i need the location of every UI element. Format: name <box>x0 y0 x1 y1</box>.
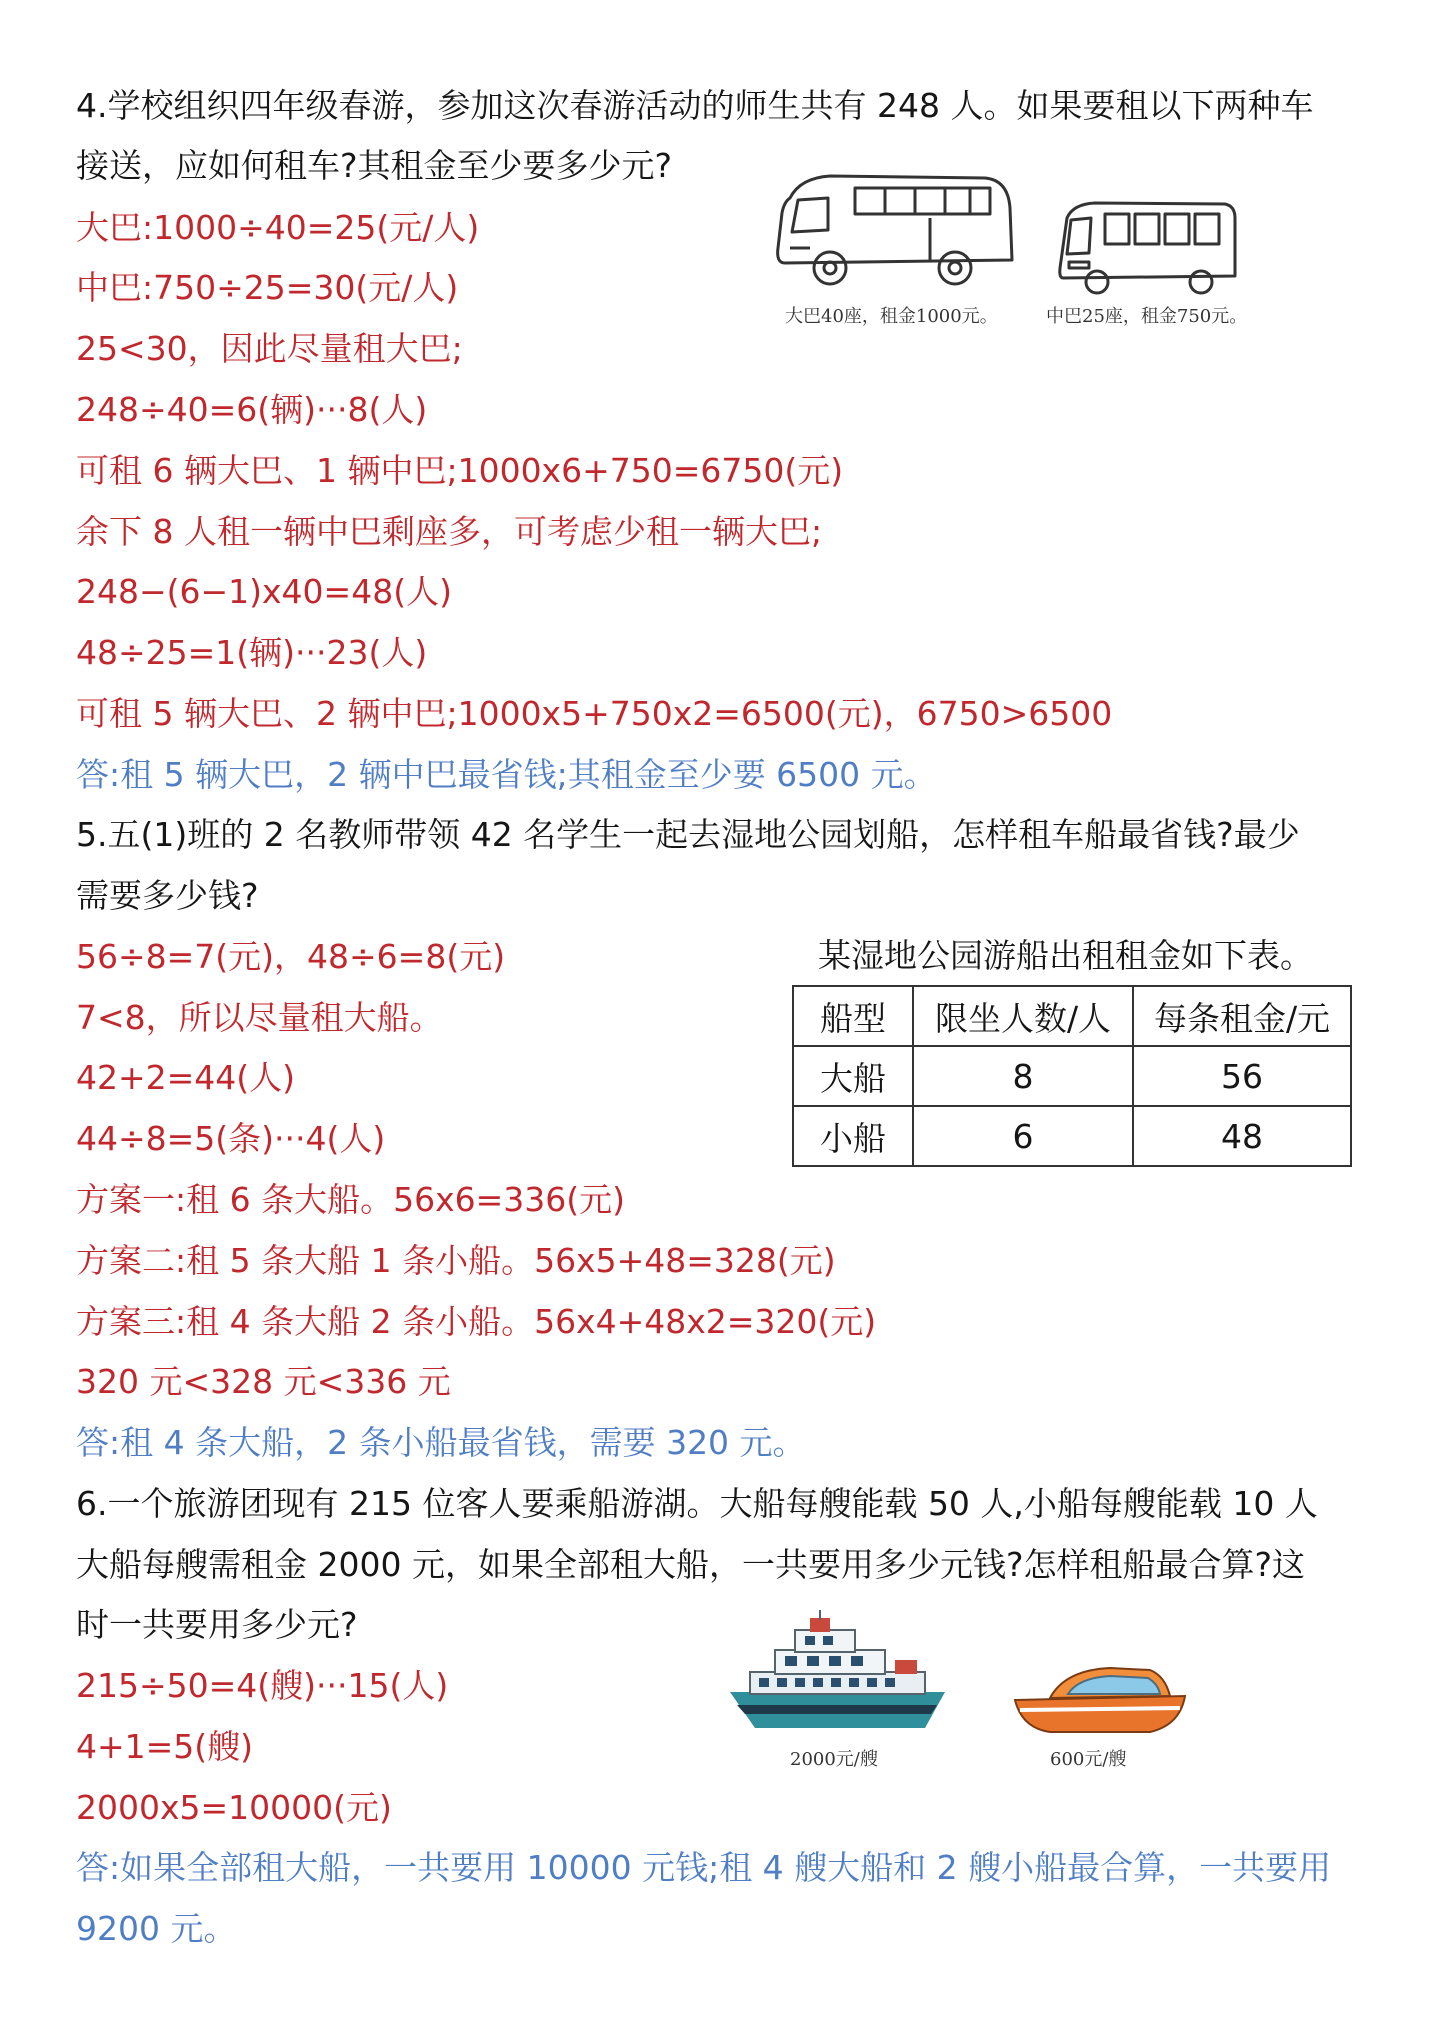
table-header-row <box>793 986 1351 1046</box>
table-cell: 大船 <box>793 1046 913 1106</box>
q5-solution-line: 56÷8=7(元)，48÷6=8(元) <box>76 937 506 976</box>
q5-solution-line: 方案二:租 5 条大船 1 条小船。56x5+48=328(元) <box>76 1241 836 1280</box>
small-boat-illustration <box>1010 1650 1190 1740</box>
large-bus-caption: 大巴40座，租金1000元。 <box>785 306 998 327</box>
q4-solution-line: 可租 5 辆大巴、2 辆中巴;1000x5+750x2=6500(元)，6750>6500 <box>76 694 1113 733</box>
q5-solution-line: 方案三:租 4 条大船 2 条小船。56x4+48x2=320(元) <box>76 1302 877 1341</box>
table-cell: 48 <box>1133 1106 1351 1166</box>
large-bus-illustration <box>770 168 1020 298</box>
q4-question-line-2: 接送，应如何租车?其租金至少要多少元? <box>76 146 673 185</box>
q5-question-line-2: 需要多少钱? <box>76 876 259 915</box>
q5-solution-line: 42+2=44(人) <box>76 1058 296 1097</box>
boat-rent-table <box>792 985 1352 1167</box>
q5-solution-line: 320 元<328 元<336 元 <box>76 1362 451 1401</box>
q6-solution-line: 4+1=5(艘) <box>76 1727 254 1766</box>
q6-question-line-2: 大船每艘需租金 2000 元，如果全部租大船，一共要用多少元钱?怎样租船最合算?这 <box>76 1545 1305 1584</box>
table-header-cell: 每条租金/元 <box>1133 986 1351 1046</box>
rent-table-title: 某湿地公园游船出租租金如下表。 <box>818 936 1313 975</box>
q6-solution-line: 2000x5=10000(元) <box>76 1788 392 1827</box>
q6-question-line-3: 时一共要用多少元? <box>76 1605 358 1644</box>
q4-solution-line: 248−(6−1)x40=48(人) <box>76 572 452 611</box>
q4-solution-line: 25<30，因此尽量租大巴; <box>76 329 463 368</box>
big-boat-illustration <box>725 1610 950 1740</box>
table-header-cell: 限坐人数/人 <box>913 986 1133 1046</box>
q4-solution-line: 大巴:1000÷40=25(元/人) <box>76 208 480 247</box>
q4-answer: 答:租 5 辆大巴，2 辆中巴最省钱;其租金至少要 6500 元。 <box>76 755 937 794</box>
q6-solution-line: 215÷50=4(艘)···15(人) <box>76 1666 449 1705</box>
table-cell: 8 <box>913 1046 1133 1106</box>
q5-solution-line: 方案一:租 6 条大船。56x6=336(元) <box>76 1180 625 1219</box>
q4-question-line-1: 4.学校组织四年级春游，参加这次春游活动的师生共有 248 人。如果要租以下两种车 <box>76 86 1314 125</box>
q4-solution-line: 余下 8 人租一辆中巴剩座多，可考虑少租一辆大巴; <box>76 512 823 551</box>
q6-answer-line-1: 答:如果全部租大船，一共要用 10000 元钱;租 4 艘大船和 2 艘小船最合算，一共要用 <box>76 1848 1332 1887</box>
table-header-cell: 船型 <box>793 986 913 1046</box>
q4-solution-line: 可租 6 辆大巴、1 辆中巴;1000x6+750=6750(元) <box>76 451 844 490</box>
q5-answer: 答:租 4 条大船，2 条小船最省钱，需要 320 元。 <box>76 1423 806 1462</box>
q4-solution-line: 48÷25=1(辆)···23(人) <box>76 633 428 672</box>
q6-answer-line-2: 9200 元。 <box>76 1909 237 1948</box>
big-boat-caption: 2000元/艘 <box>790 1749 878 1770</box>
table-cell: 6 <box>913 1106 1133 1166</box>
q5-solution-line: 7<8，所以尽量租大船。 <box>76 998 443 1037</box>
q5-solution-line: 44÷8=5(条)···4(人) <box>76 1119 386 1158</box>
q4-solution-line: 248÷40=6(辆)···8(人) <box>76 390 428 429</box>
small-boat-caption: 600元/艘 <box>1050 1749 1127 1770</box>
q5-question-line-1: 5.五(1)班的 2 名教师带领 42 名学生一起去湿地公园划船，怎样租车船最省钱?最少 <box>76 815 1300 854</box>
table-row <box>793 1046 1351 1106</box>
table-row <box>793 1106 1351 1166</box>
q6-question-line-1: 6.一个旅游团现有 215 位客人要乘船游湖。大船每艘能载 50 人,小船每艘能载 10 人 <box>76 1484 1318 1523</box>
medium-bus-caption: 中巴25座，租金750元。 <box>1046 306 1248 327</box>
table-cell: 56 <box>1133 1046 1351 1106</box>
table-cell: 小船 <box>793 1106 913 1166</box>
q4-solution-line: 中巴:750÷25=30(元/人) <box>76 268 459 307</box>
medium-bus-illustration <box>1055 198 1240 298</box>
